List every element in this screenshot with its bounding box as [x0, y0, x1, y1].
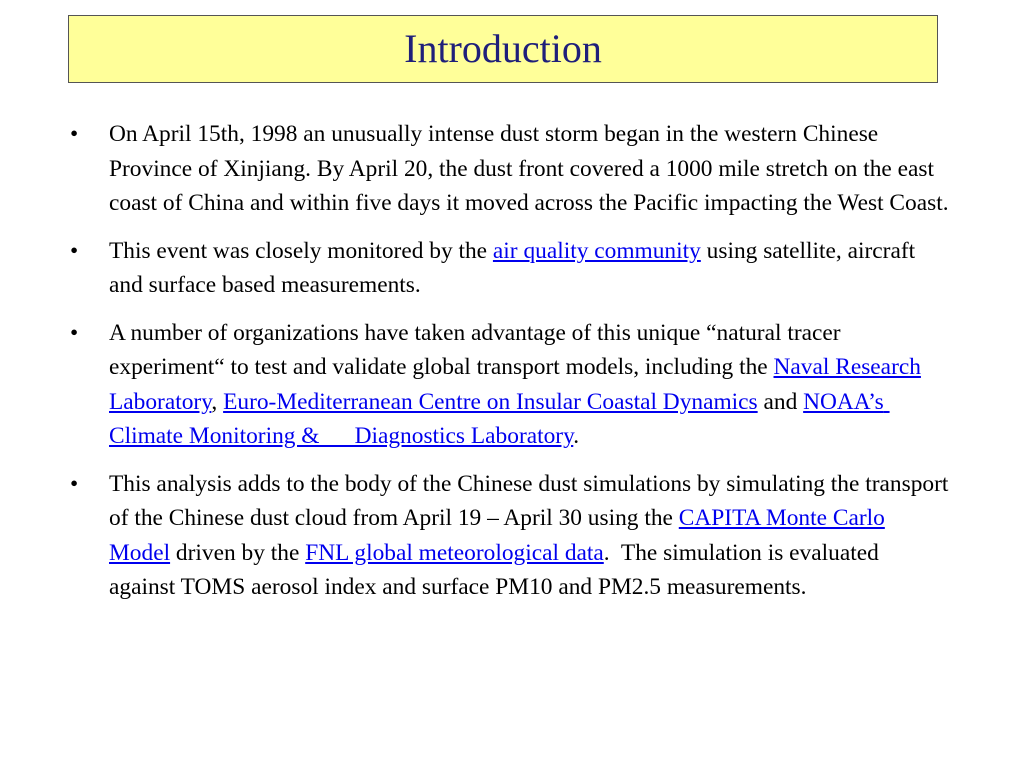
air-quality-community-link[interactable]: air quality community	[492, 237, 701, 264]
bullet-item-analysis	[70, 467, 950, 605]
bullet-text-segment: This analysis adds to the body of the Chinese dust simulations by simulating the transport of the Chinese dust cloud from April 19 – April 30 using the	[109, 470, 949, 531]
slide-title: Introduction	[404, 26, 602, 71]
bullet-text-segment: driven by the	[170, 539, 306, 566]
bullet-item-organizations	[70, 316, 950, 454]
euro-mediterranean-centre-link[interactable]: Euro-Mediterranean Centre on Insular Coastal Dynamics	[223, 388, 758, 415]
bullet-text-segment: .	[573, 423, 580, 449]
bullet-item-dust-storm	[70, 117, 950, 221]
bullet-text	[109, 471, 948, 601]
bullet-text-segment: ,	[211, 388, 224, 415]
bullet-icon: •	[70, 470, 79, 497]
bullet-text-segment: A number of organizations have taken advantage of this unique “natural tracer experiment“ to test and validate global transport models, including the	[109, 319, 841, 380]
bullet-list	[70, 117, 950, 618]
bullet-icon: •	[70, 121, 79, 147]
bullet-text	[109, 121, 949, 216]
bullet-item-monitoring	[70, 234, 950, 303]
noaa-cmdl-link[interactable]: NOAA’s Climate Monitoring & Diagnostics Laboratory	[109, 388, 890, 449]
bullet-text-segment: . The simulation is evaluated against TOMS aerosol index and surface PM10 and PM2.5 measurements.	[109, 539, 885, 600]
bullet-text-segment: using satellite, aircraft and surface based measurements.	[109, 237, 916, 298]
bullet-text	[109, 320, 921, 450]
bullet-text-segment: On April 15th, 1998 an unusually intense dust storm began in the western Chinese Province of Xinjiang. By April 20, the dust front covered a 1000 mile stretch on the east coast of China and within five days it moved across the Pacific impacting the West Coast.	[109, 121, 949, 216]
bullet-icon: •	[70, 319, 79, 346]
bullet-icon: •	[70, 237, 79, 264]
title-box	[68, 15, 938, 83]
bullet-text	[109, 238, 915, 299]
capita-monte-carlo-model-link[interactable]: CAPITA Monte Carlo Model	[109, 505, 885, 566]
fnl-global-meteorological-data-link[interactable]: FNL global meteorological data	[305, 539, 604, 566]
naval-research-laboratory-link[interactable]: Naval Research Laboratory	[109, 354, 921, 415]
bullet-text-segment: and	[757, 388, 804, 415]
bullet-text-segment: This event was closely monitored by the	[109, 237, 493, 264]
